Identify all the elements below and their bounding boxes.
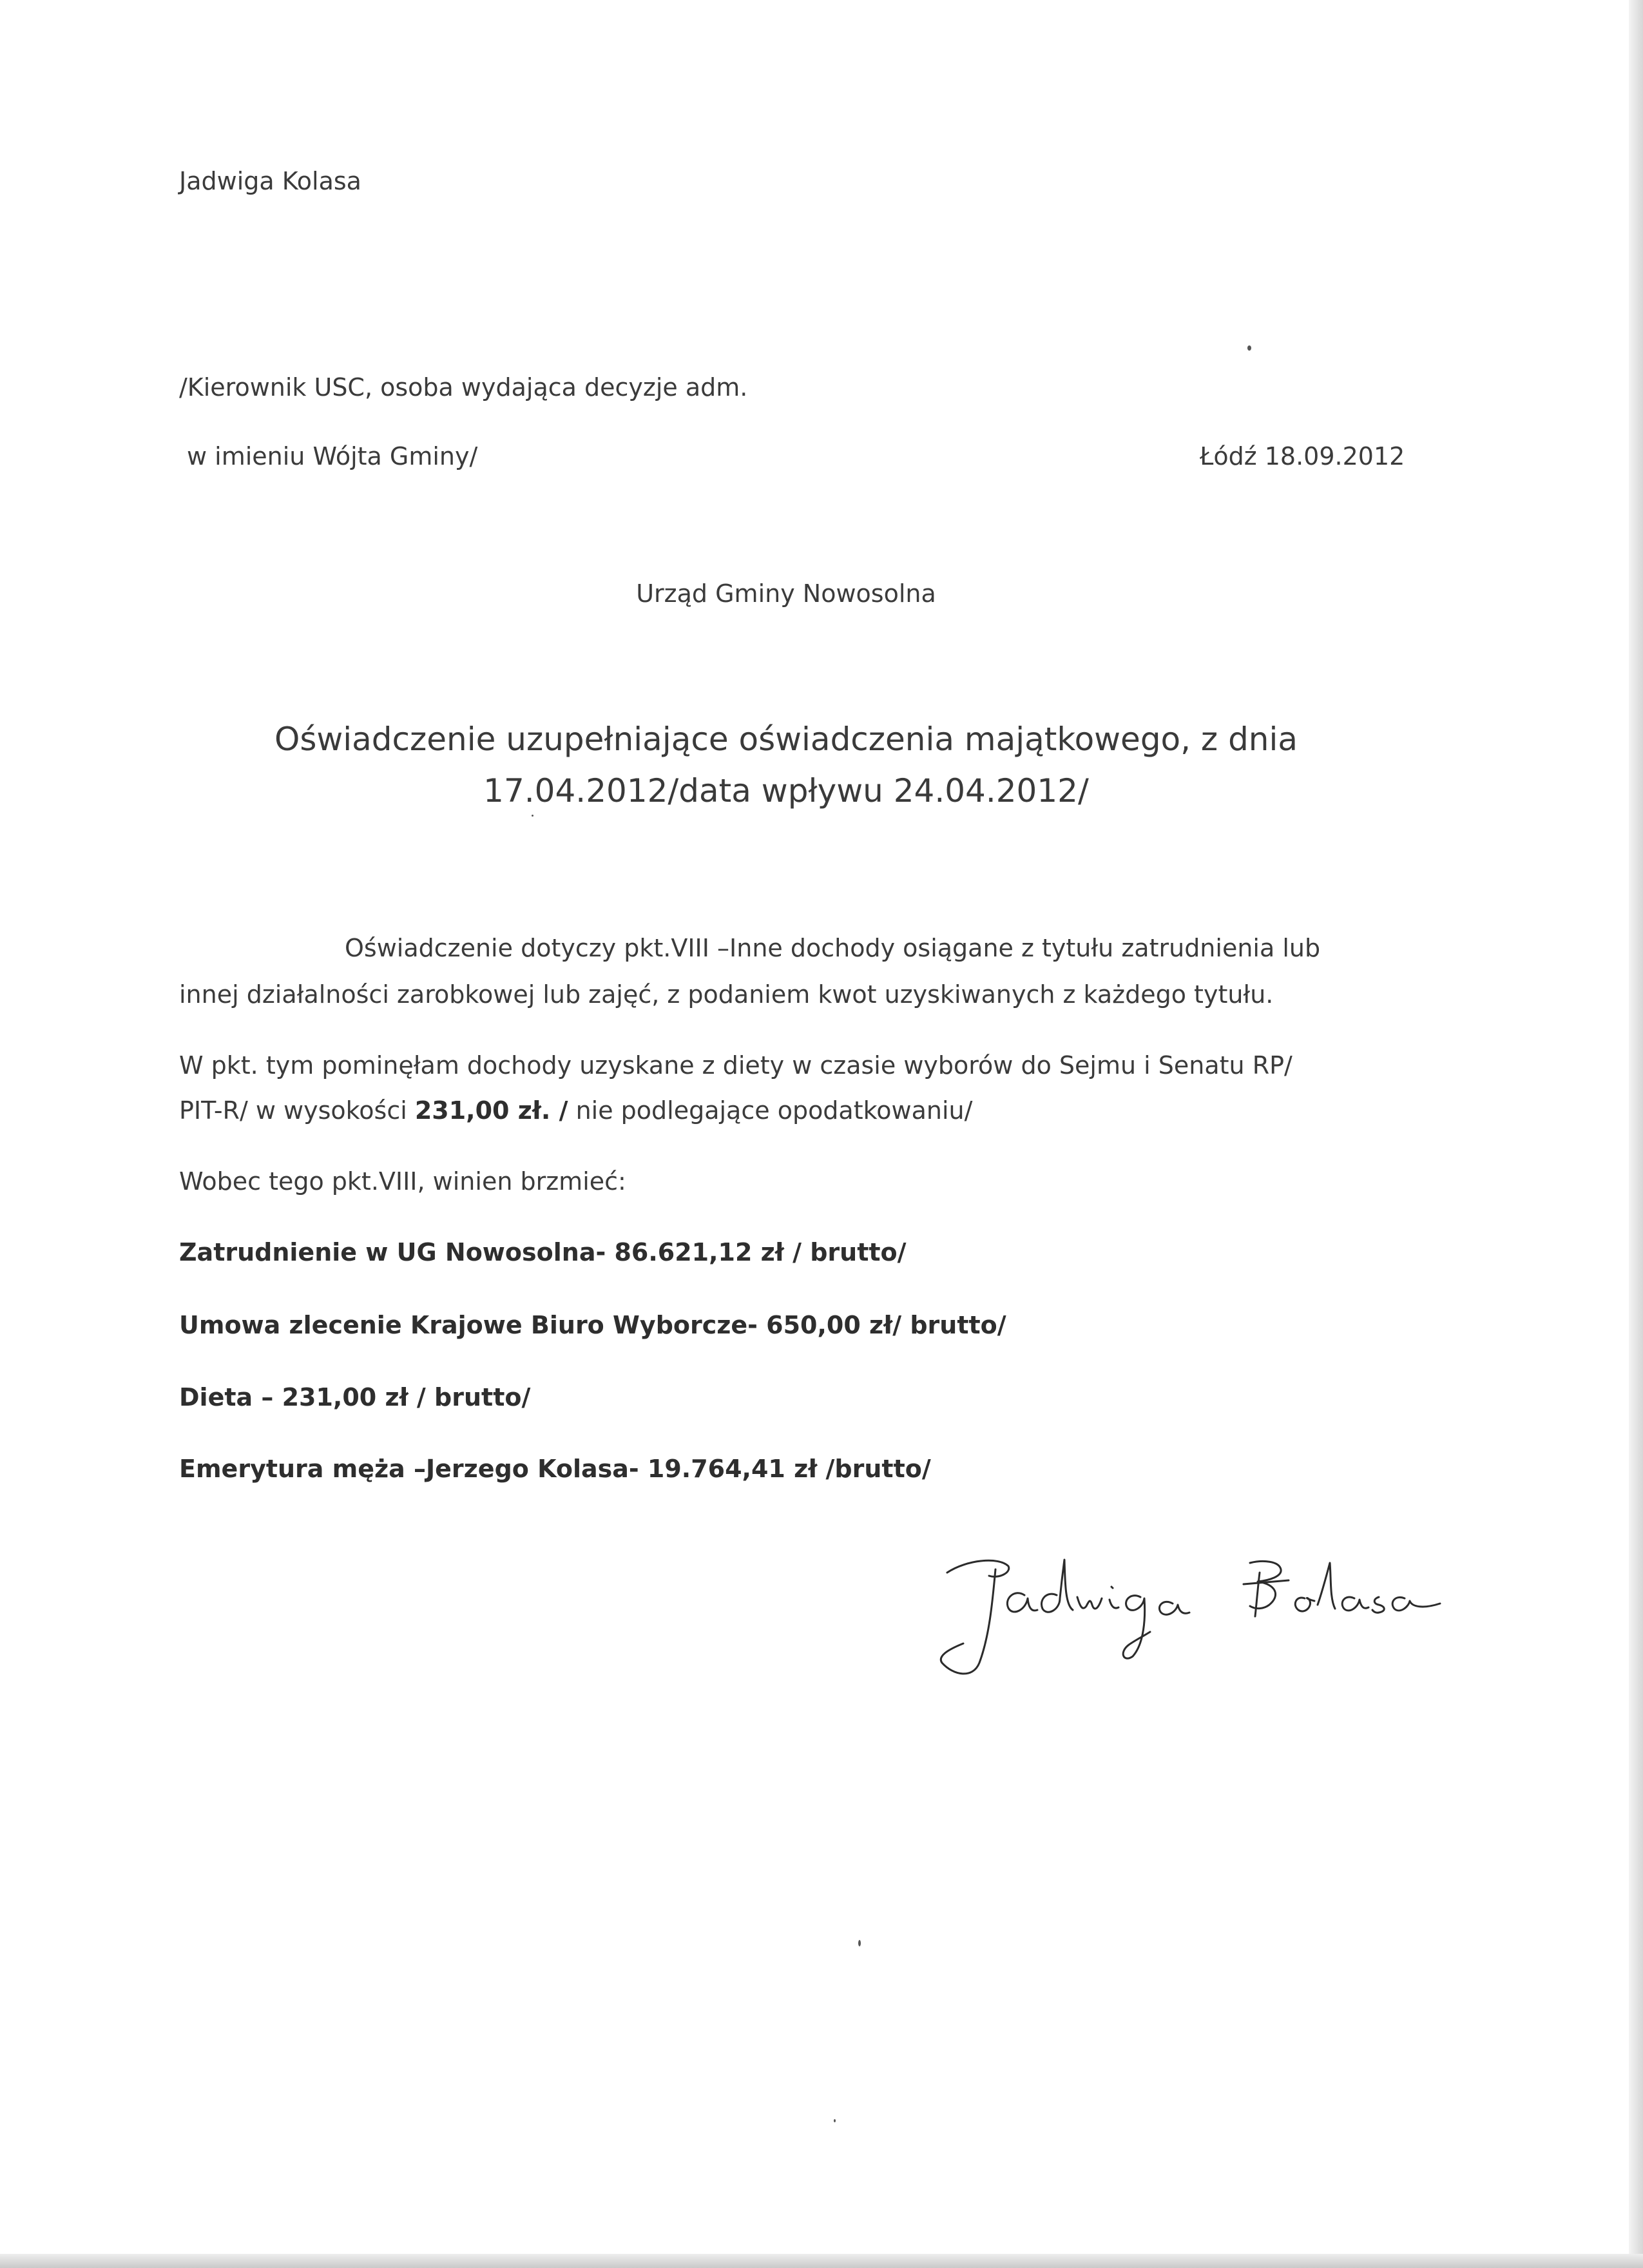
paragraph-1-line-2: innej działalności zarobkowej lub zajęć, z podaniem kwot uzyskiwanych z każdego tytułu. <box>179 980 1274 1009</box>
document-title-line-1: Oświadczenie uzupełniające oświadczenia majątkowego, z dnia <box>274 721 1298 758</box>
paragraph-2-line-2 <box>179 1096 972 1125</box>
scan-speck <box>532 815 533 817</box>
scan-speck <box>858 1940 861 1946</box>
income-item-diet: Dieta – 231,00 zł / brutto/ <box>179 1383 531 1411</box>
place-and-date: Łódź 18.09.2012 <box>1200 442 1405 470</box>
paragraph-1-line-1: Oświadczenie dotyczy pkt.VIII –Inne dochody osiągane z tytułu zatrudnienia lub <box>345 934 1321 962</box>
paragraph-3: Wobec tego pkt.VIII, winien brzmieć: <box>179 1167 626 1196</box>
addressee: Urząd Gminy Nowosolna <box>636 579 936 608</box>
paragraph-2-amount: 231,00 zł. / <box>414 1096 568 1125</box>
document-title-line-2: 17.04.2012/data wpływu 24.04.2012/ <box>483 772 1089 809</box>
paragraph-2-text-post: nie podlegające opodatkowaniu/ <box>568 1096 973 1125</box>
handwritten-signature <box>928 1534 1443 1689</box>
scan-bottom-edge <box>0 2254 1643 2268</box>
income-item-contract: Umowa zlecenie Krajowe Biuro Wyborcze- 650,00 zł/ brutto/ <box>179 1311 1006 1339</box>
author-role-line-2: w imieniu Wójta Gminy/ <box>187 442 478 470</box>
scan-right-edge <box>1629 0 1643 2268</box>
author-role-line-1: /Kierownik USC, osoba wydająca decyzje adm. <box>179 373 748 402</box>
author-name: Jadwiga Kolasa <box>179 167 361 195</box>
income-item-employment: Zatrudnienie w UG Nowosolna- 86.621,12 zł / brutto/ <box>179 1238 907 1266</box>
scan-speck <box>1247 345 1251 351</box>
income-item-pension: Emerytura męża –Jerzego Kolasa- 19.764,41 zł /brutto/ <box>179 1455 931 1483</box>
paragraph-2-text-pre: PIT-R/ w wysokości <box>179 1096 415 1125</box>
scan-speck <box>834 2119 836 2122</box>
paragraph-2-line-1: W pkt. tym pominęłam dochody uzyskane z diety w czasie wyborów do Sejmu i Senatu RP/ <box>179 1051 1292 1080</box>
